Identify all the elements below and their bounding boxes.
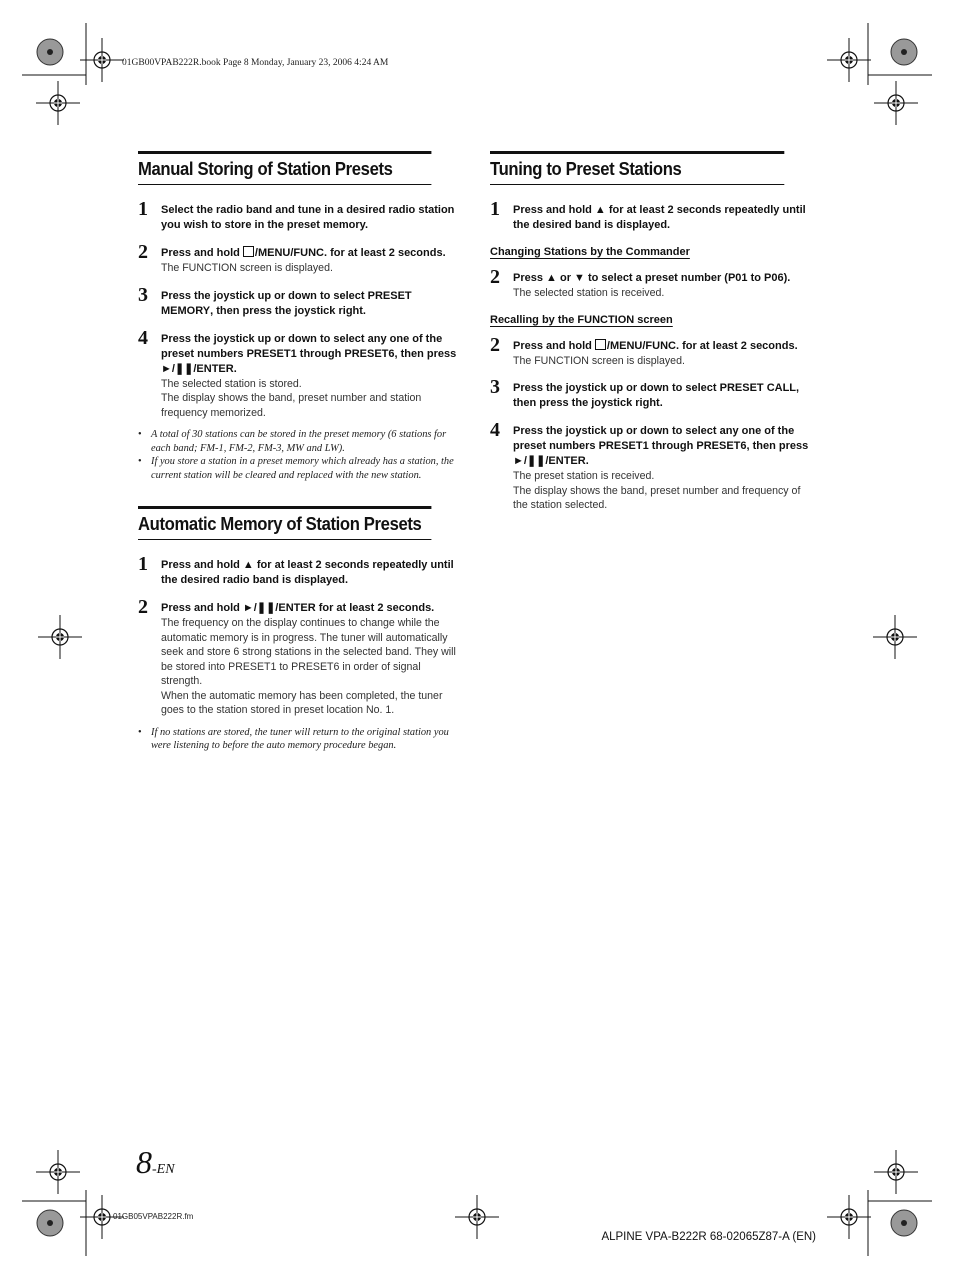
registration-crosshair-icon — [827, 1195, 871, 1239]
manual-step-1: 1 Select the radio band and tune in a desired radio station you wish to store in the preset memory. — [138, 198, 455, 231]
auto-step-1: 1 Press and hold ▲ for at least 2 seconds repeatedly until the desired radio band is displayed. — [138, 553, 454, 586]
registration-starburst-icon — [37, 39, 63, 65]
tuning-step-2-commander: 2 Press ▲ or ▼ to select a preset number (P01 to P06). The selected station is received. — [490, 266, 791, 299]
list-item: • A total of 30 stations can be stored in the preset memory (6 stations for each band; FM-1, FM-2, FM-3, MW and LW). — [138, 428, 464, 455]
list-item: • If you store a station in a preset memory which already has a station, the current station will be cleared and replaced with the new station. — [138, 455, 464, 482]
tuning-step-4: 4 Press the joystick up or down to select any one of the preset numbers PRESET1 through PRESET6, then press ►/❚❚/ENTER. The preset station is received. The display shows the band, preset number and frequency of the station selected. — [490, 419, 809, 511]
registration-crosshair-icon — [873, 615, 917, 659]
registration-starburst-icon — [891, 39, 917, 65]
page-number: 8-EN — [136, 1144, 175, 1180]
list-item: • If no stations are stored, the tuner will return to the original station you were listening to before the auto memory procedure began. — [138, 726, 464, 753]
right-column — [490, 151, 817, 513]
registration-starburst-icon — [37, 1210, 63, 1236]
tuning-step-2-function: 2 Press and hold /MENU/FUNC. for at least 2 seconds. The FUNCTION screen is displayed. — [490, 333, 798, 367]
footer-product: ALPINE VPA-B222R 68-02065Z87-A (EN) — [601, 1231, 816, 1243]
auto-notes — [138, 726, 464, 753]
menu-icon — [595, 339, 606, 350]
footer-file: 01GB05VPAB222R.fm — [113, 1212, 194, 1221]
file-header: 01GB00VPAB222R.book Page 8 Monday, January 23, 2006 4:24 AM — [122, 58, 389, 68]
manual-notes — [138, 428, 464, 482]
menu-icon — [243, 246, 254, 257]
tuning-step-1: 1 Press and hold ▲ for at least 2 seconds repeatedly until the desired band is displayed. — [490, 198, 806, 231]
tuning-step-3: 3 Press the joystick up or down to select PRESET CALL, then press the joystick right. — [490, 376, 800, 409]
manual-step-2: 2 Press and hold /MENU/FUNC. for at least 2 seconds. The FUNCTION screen is displayed. — [138, 241, 446, 274]
subheading-function-screen: Recalling by the FUNCTION screen — [490, 313, 673, 326]
manual-step-3: 3 Press the joystick up or down to select PRESET MEMORY, then press the joystick right. — [138, 283, 412, 317]
registration-crosshair-icon — [36, 1150, 80, 1194]
registration-crosshair-icon — [80, 38, 124, 82]
registration-crosshair-icon — [827, 38, 871, 82]
section-title-manual: Manual Storing of Station Presets — [138, 151, 431, 185]
registration-crosshair-icon — [38, 615, 82, 659]
manual-step-4: 4 Press the joystick up or down to select any one of the preset numbers PRESET1 through PRESET6, then press ►/❚❚/ENTER. The selected station is stored. The display shows the band, preset number and station frequency memorized. — [138, 326, 457, 419]
registration-crosshair-icon — [874, 81, 918, 125]
registration-starburst-icon — [891, 1210, 917, 1236]
registration-crosshair-icon — [455, 1195, 499, 1239]
registration-crosshair-icon — [36, 81, 80, 125]
section-title-auto: Automatic Memory of Station Presets — [138, 506, 431, 540]
registration-crosshair-icon — [874, 1150, 918, 1194]
auto-step-2: 2 Press and hold ►/❚❚/ENTER for at least 2 seconds. The frequency on the display continues to change while the automatic memory is in progress. The tuner will automatically seek and store 6 strong stations in the selected band. They will be stored into PRESET1 to PRESET6 in order of signal strength. When the automatic memory has been completed, the tuner goes to the station stored in preset location No. 1. — [138, 596, 456, 716]
section-title-tuning: Tuning to Preset Stations — [490, 151, 784, 185]
left-column — [138, 151, 464, 753]
subheading-commander: Changing Stations by the Commander — [490, 246, 690, 258]
